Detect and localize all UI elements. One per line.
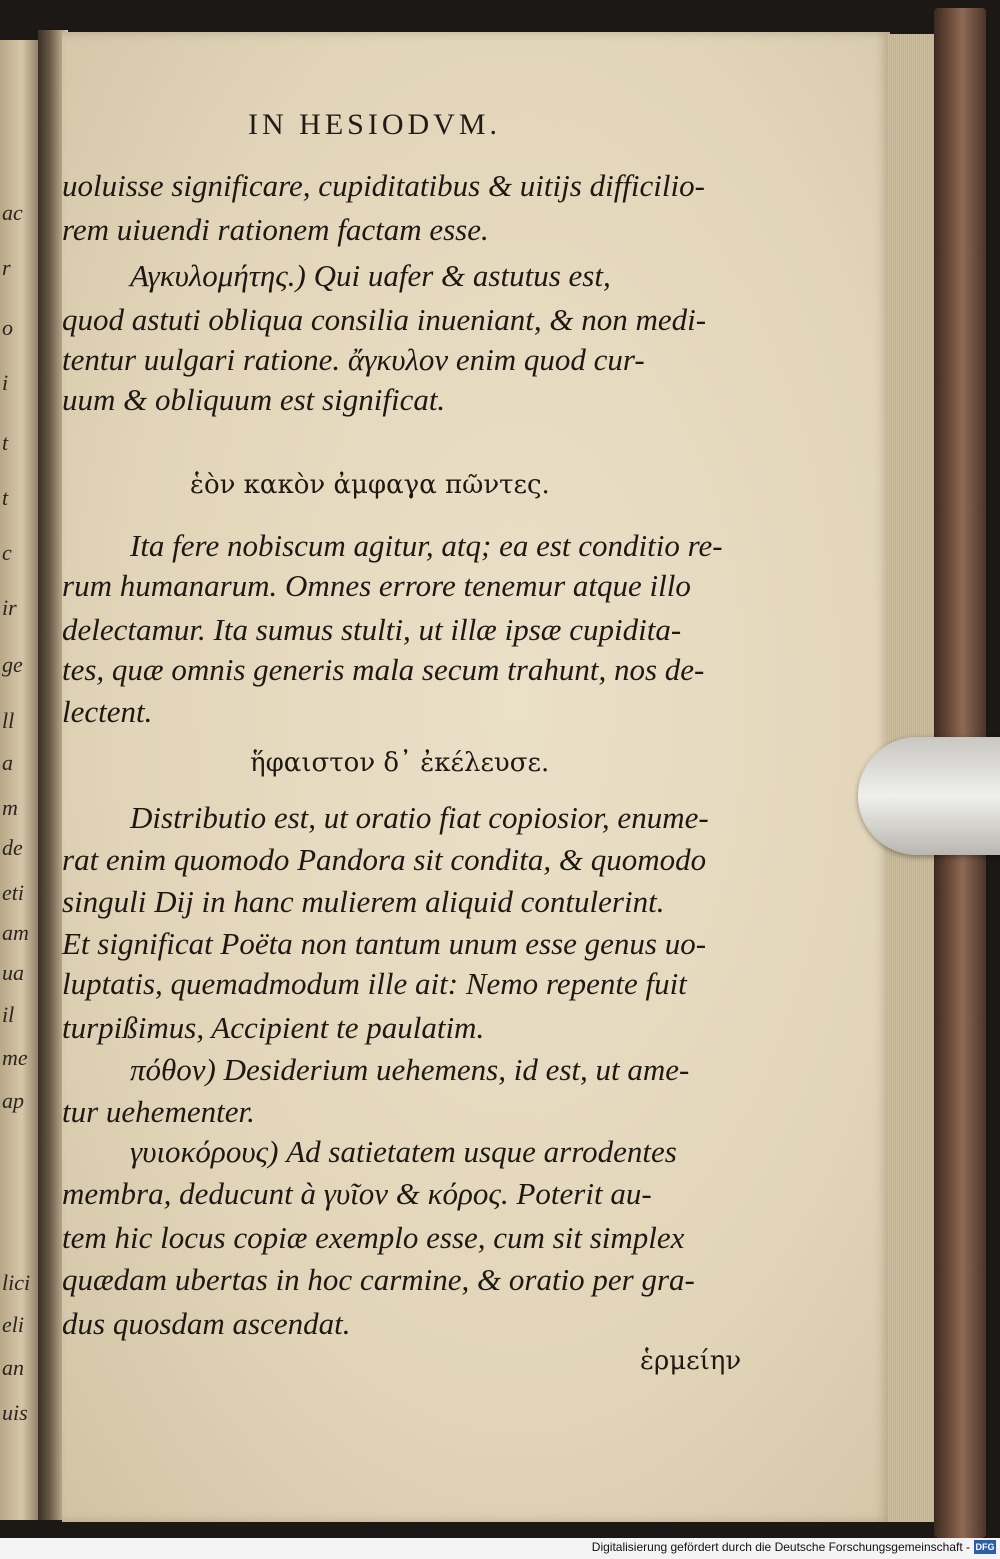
left-facing-page (0, 40, 40, 1520)
text-line: Ita fere nobiscum agitur, atq; ea est conditio re- (130, 528, 723, 563)
text-line: quod astuti obliqua consilia inueniant, & non medi- (62, 302, 707, 337)
left-page-fragment: ac (2, 200, 23, 225)
page-clamp (858, 737, 1000, 855)
text-line: Αγκυλομήτης.) Qui uafer & astutus est, (130, 258, 611, 293)
left-page-fragment: ll (2, 708, 15, 733)
left-page-fragment: t (2, 430, 9, 455)
left-page-fragment: i (2, 370, 9, 395)
text-line: turpißimus, Accipient te paulatim. (62, 1010, 485, 1045)
catchword: ἑρμείην (640, 1346, 742, 1376)
text-line: γυιοκόρους) Ad satietatem usque arrodentes (130, 1134, 677, 1169)
text-line: πόθον) Desiderium uehemens, id est, ut ame- (130, 1052, 690, 1087)
funding-notice: Digitalisierung gefördert durch die Deutsche Forschungsgemeinschaft - (591, 1540, 970, 1554)
text-line: luptatis, quemadmodum ille ait: Nemo repente fuit (62, 966, 687, 1001)
left-page-fragment: ge (2, 652, 23, 677)
left-page-fragment: a (2, 750, 13, 775)
left-page-fragment: c (2, 540, 12, 565)
left-page-fragment: ir (2, 595, 17, 620)
text-line: singuli Dij in hanc mulierem aliquid contulerint. (62, 884, 665, 919)
left-page-fragment: de (2, 835, 23, 860)
text-line: dus quosdam ascendat. (62, 1306, 351, 1341)
left-page-fragment: il (2, 1002, 15, 1027)
dfg-logo-icon: DFG (975, 1542, 995, 1552)
text-line: membra, deducunt à γυῖον & κόρος. Poterit au- (62, 1176, 652, 1211)
left-page-fragment: lici (2, 1270, 31, 1295)
text-line: delectamur. Ita sumus stulti, ut illæ ipsæ cupidita- (62, 612, 682, 647)
text-line: uoluisse significare, cupiditatibus & uitijs difficilio- (62, 168, 705, 203)
footer-bar (0, 1538, 1000, 1559)
left-page-fragment: am (2, 920, 29, 945)
text-line: uum & obliquum est significat. (62, 382, 446, 417)
text-line: lectent. (62, 694, 153, 729)
left-page-fragment: ua (2, 960, 24, 985)
text-line: quædam ubertas in hoc carmine, & oratio per gra- (62, 1262, 695, 1297)
greek-lemma: ἑὸν κακὸν ἀμφαγα πῶντες. (190, 470, 550, 500)
text-line: rum humanarum. Omnes errore tenemur atque illo (62, 568, 691, 603)
text-line: tur uehementer. (62, 1094, 255, 1129)
text-line: rem uiuendi rationem factam esse. (62, 212, 489, 247)
left-page-fragment: t (2, 485, 9, 510)
left-page-fragment: r (2, 255, 11, 280)
running-head: IN HESIODVM. (248, 108, 501, 141)
left-page-fragment: m (2, 795, 18, 820)
left-page-fragment: o (2, 315, 13, 340)
left-page-fragment: ap (2, 1088, 24, 1113)
left-page-fragment: eli (2, 1312, 24, 1337)
left-page-fragment: uis (2, 1400, 28, 1425)
text-line: Et significat Poëta non tantum unum esse genus uo- (62, 926, 707, 961)
text-line: tentur uulgari ratione. ἄγκυλον enim quod cur- (62, 342, 645, 377)
left-page-fragment: me (2, 1045, 28, 1070)
text-line: Distributio est, ut oratio fiat copiosior, enume- (130, 800, 709, 835)
text-line: tes, quæ omnis generis mala secum trahunt, nos de- (62, 652, 705, 687)
text-line: rat enim quomodo Pandora sit condita, & quomodo (62, 842, 707, 877)
left-page-fragment: eti (2, 880, 24, 905)
text-line: tem hic locus copiæ exemplo esse, cum sit simplex (62, 1220, 685, 1255)
greek-lemma: ἥφαιστον δ᾽ ἐκέλευσε. (250, 748, 550, 778)
left-page-fragment: an (2, 1355, 24, 1380)
